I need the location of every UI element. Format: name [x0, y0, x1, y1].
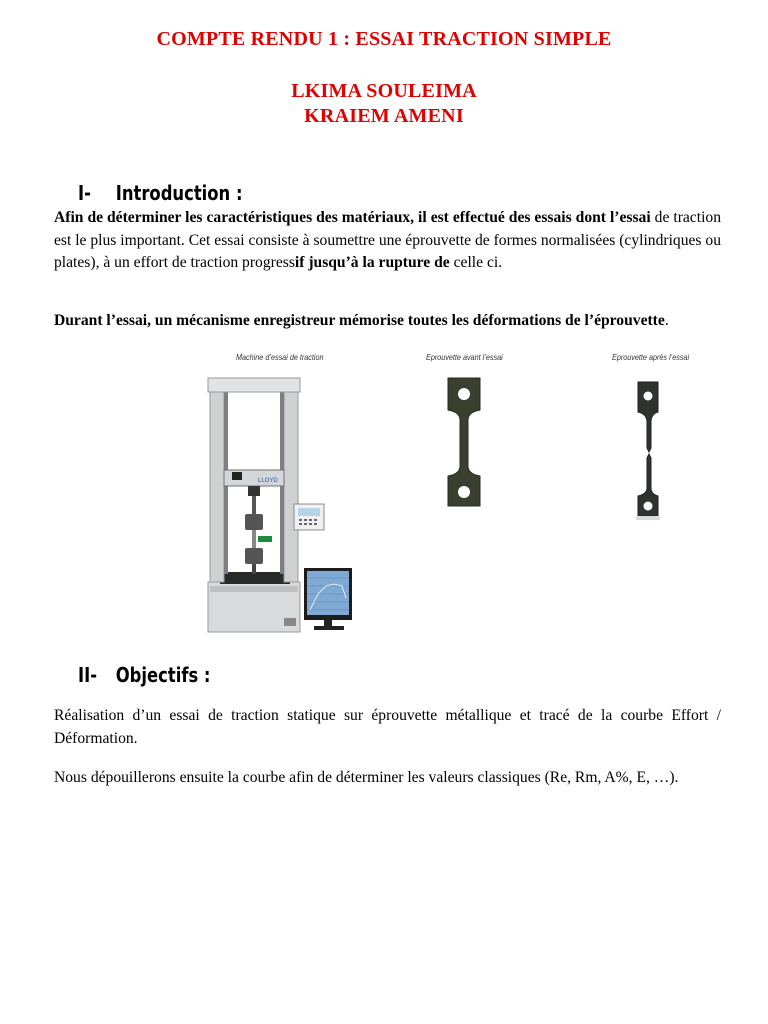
author-name-1: LKIMA SOULEIMA — [291, 80, 477, 102]
section-title: Introduction : — [115, 181, 243, 205]
section-number: I- — [78, 181, 91, 205]
text-segment: Nous dépouillerons ensuite la courbe afin de déterminer les valeurs classiques (Re, Rm, A%, E, …). — [54, 769, 679, 786]
tensile-machine-image — [200, 372, 360, 634]
objectifs-paragraph-1 — [54, 705, 721, 750]
intro-paragraph-1 — [54, 207, 721, 275]
text-segment: if jusqu’à la rupture de — [294, 254, 450, 271]
author-name-2: KRAIEM AMENI — [304, 105, 464, 127]
specimen-before-image — [442, 374, 486, 510]
intro-paragraph-2 — [54, 310, 721, 333]
text-segment: celle ci. — [449, 254, 503, 271]
report-title: COMPTE RENDU 1 : ESSAI TRACTION SIMPLE — [156, 28, 612, 50]
text-segment: Durant l’essai, un mécanisme enregistreur mémorise toutes les déformations de l’éprouvette — [54, 312, 665, 329]
section-heading-objectifs — [78, 663, 210, 687]
text-segment: . — [664, 312, 669, 329]
objectifs-paragraph-2 — [54, 767, 721, 790]
caption-machine: Machine d’essai de traction — [236, 352, 324, 362]
caption-specimen-after: Eprouvette après l’essai — [612, 352, 690, 362]
section-number: II- — [78, 663, 98, 687]
section-title: Objectifs : — [115, 663, 211, 687]
text-segment: Afin de déterminer les caractéristiques des matériaux, il est effectué des essais dont l’essai — [54, 209, 651, 226]
machine-brand-label: LLOYD — [258, 478, 278, 484]
caption-specimen-before: Eprouvette avant l’essai — [426, 352, 503, 362]
text-segment: de traction est le plus important. Cet essai consiste à soumettre une éprouvette de formes normalisées (cylindriques ou plates), à un effort de traction progress — [54, 209, 721, 271]
section-heading-introduction — [78, 181, 242, 205]
text-segment: Réalisation d’un essai de traction statique sur éprouvette métallique et tracé de la courbe Effort / Déformation. — [54, 707, 721, 747]
specimen-after-image — [628, 380, 668, 522]
